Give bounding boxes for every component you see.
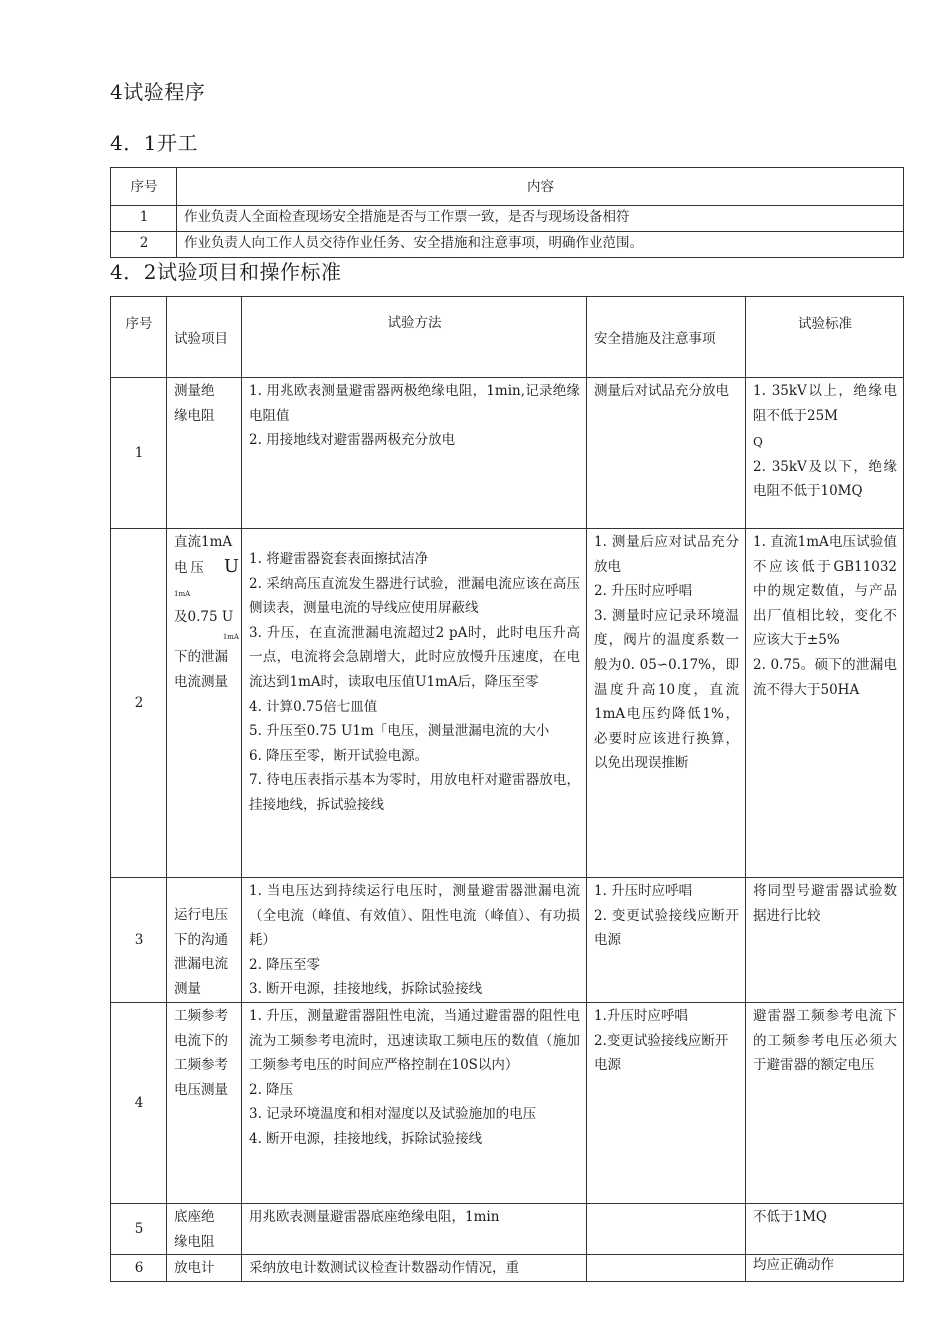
row-item bbox=[167, 1003, 242, 1204]
item-line: 泄漏电流 bbox=[174, 956, 228, 973]
test-items-table bbox=[110, 296, 904, 1282]
item-line: 及0.75 U bbox=[174, 608, 234, 625]
item-line: 缘电阻 bbox=[174, 407, 215, 424]
method-step: 1. 升压，测量避雷器阻性电流，当通过避雷器的阻性电流为工频参考电流时，迅速读取工频电压的数值（施加工频参考电压的时间应严格控制在10S以内） bbox=[249, 1008, 580, 1074]
row-method bbox=[242, 1255, 587, 1282]
row-safety bbox=[587, 1003, 746, 1204]
header-seq: 序号 bbox=[111, 297, 167, 378]
standard-line: 避雷器工频参考电流下的工频参考电压必须大于避雷器的额定电压 bbox=[753, 1008, 897, 1074]
header-standard: 试验标准 bbox=[746, 297, 904, 378]
safety-note: 2.变更试验接线应断开电源 bbox=[594, 1032, 729, 1074]
method-step: 2. 用接地线对避雷器两极充分放电 bbox=[249, 432, 456, 449]
standard-line: Q bbox=[753, 435, 763, 450]
standard-line: 将同型号避雷器试验数据进行比较 bbox=[753, 883, 897, 924]
header-content: 内容 bbox=[177, 168, 904, 206]
row-method bbox=[242, 378, 587, 529]
row-item bbox=[167, 1204, 242, 1255]
item-line: 电压测量 bbox=[174, 1081, 228, 1098]
row-seq: 4 bbox=[111, 1003, 167, 1204]
item-line: 放电计 bbox=[174, 1260, 215, 1277]
row-seq: 3 bbox=[111, 878, 167, 1003]
row-content: 作业负责人全面检查现场安全措施是否与工作票一致，是否与现场设备相符 bbox=[177, 206, 904, 232]
safety-note: 1.升压时应呼唱 bbox=[594, 1008, 688, 1024]
table-row bbox=[111, 232, 904, 258]
method-step: 用兆欧表测量避雷器底座绝缘电阻，1min bbox=[249, 1209, 500, 1225]
safety-note: 2. 升压时应呼唱 bbox=[594, 583, 693, 600]
safety-note: 2. 变更试验接线应断开电源 bbox=[594, 907, 739, 949]
row-safety bbox=[587, 1255, 746, 1282]
row-seq: 1 bbox=[111, 206, 177, 232]
method-step: 6. 降压至零，断开试验电源。 bbox=[249, 747, 429, 764]
standard-line: 1. 直流1mA电压试验值不应该低于GB11032中的规定数值，与产品出厂值相比较，变化不应该大于±5% bbox=[753, 534, 897, 649]
row-safety bbox=[587, 1204, 746, 1255]
item-line bbox=[174, 555, 239, 605]
row-seq: 5 bbox=[111, 1204, 167, 1255]
table-row bbox=[111, 206, 904, 232]
standard-line: 均应正确动作 bbox=[753, 1257, 834, 1274]
item-line: 直流1mA bbox=[174, 534, 233, 550]
row-seq: 6 bbox=[111, 1255, 167, 1282]
item-line: 缘电阻 bbox=[174, 1233, 215, 1250]
header-item: 试验项目 bbox=[167, 297, 242, 378]
method-step: 3. 断开电源，挂接地线，拆除试验接线 bbox=[249, 981, 483, 998]
method-step: 2. 降压 bbox=[249, 1081, 294, 1098]
item-subscript: 1mA bbox=[222, 633, 239, 642]
item-line: 测量绝 bbox=[174, 383, 215, 399]
method-step: 2. 降压至零 bbox=[249, 956, 321, 973]
standard-line: 1. 35kV以上，绝缘电阻不低于25M bbox=[753, 383, 897, 424]
row-seq: 2 bbox=[111, 529, 167, 878]
table-row bbox=[111, 1204, 904, 1255]
method-step: 采纳放电计数测试议检查计数器动作情况，重 bbox=[249, 1260, 519, 1277]
row-item bbox=[167, 878, 242, 1003]
row-standard bbox=[746, 378, 904, 529]
method-step: 2. 采纳高压直流发生器进行试验，泄漏电流应该在高压侧读表，测量电流的导线应使用屏蔽线 bbox=[249, 575, 580, 617]
standard-line: 2. 0.75。硕下的泄漏电流不得大于50HA bbox=[753, 656, 897, 698]
row-method bbox=[242, 1204, 587, 1255]
item-line: 工频参考 bbox=[174, 1057, 228, 1074]
item-line: 电流测量 bbox=[174, 673, 228, 690]
standard-line: 不低于1MQ bbox=[753, 1209, 827, 1225]
item-line: 电流下的 bbox=[174, 1032, 228, 1049]
row-method bbox=[242, 1003, 587, 1204]
table-header-row bbox=[111, 168, 904, 206]
item-symbol: U bbox=[223, 555, 239, 577]
header-seq: 序号 bbox=[111, 168, 177, 206]
safety-note: 1. 升压时应呼唱 bbox=[594, 883, 693, 899]
table-row bbox=[111, 1255, 904, 1282]
row-seq: 1 bbox=[111, 378, 167, 529]
row-seq: 2 bbox=[111, 232, 177, 258]
row-standard bbox=[746, 1204, 904, 1255]
start-work-table bbox=[110, 167, 904, 258]
standard-line: 2. 35kV及以下，绝缘电阻不低于10MQ bbox=[753, 458, 897, 500]
method-step: 1. 将避雷器瓷套表面擦拭洁净 bbox=[249, 551, 429, 567]
row-standard bbox=[746, 529, 904, 878]
row-item bbox=[167, 529, 242, 878]
method-step: 1. 用兆欧表测量避雷器两极绝缘电阻，1min,记录绝缘电阻值 bbox=[249, 383, 580, 424]
row-safety bbox=[587, 378, 746, 529]
row-safety bbox=[587, 878, 746, 1003]
method-step: 4. 计算0.75倍七皿值 bbox=[249, 698, 378, 715]
item-text: 电压 bbox=[174, 559, 207, 576]
row-method bbox=[242, 529, 587, 878]
section-heading-4: 4试验程序 bbox=[110, 80, 206, 104]
table-header-row bbox=[111, 297, 904, 378]
row-content: 作业负责人向工作人员交待作业任务、安全措施和注意事项，明确作业范围。 bbox=[177, 232, 904, 258]
safety-note: 3. 测量时应记录环境温度，阀片的温度系数一般为0. 05∽0.17%，即温度升高10度，直流1mA电压约降低1%，必要时应该进行换算，以免出现误推断 bbox=[594, 607, 739, 772]
row-item bbox=[167, 378, 242, 529]
row-standard bbox=[746, 1255, 904, 1282]
row-standard bbox=[746, 878, 904, 1003]
method-step: 3. 升压，在直流泄漏电流超过2 pA时，此时电压升高一点，电流将会急剧增大，此时应放慢升压速度，在电流达到1mA时，读取电压值U1mA后，降压至零 bbox=[249, 624, 580, 690]
method-step: 4. 断开电源，挂接地线，拆除试验接线 bbox=[249, 1130, 483, 1147]
table-row bbox=[111, 378, 904, 529]
safety-note: 1. 测量后应对试品充分放电 bbox=[594, 534, 739, 575]
item-line: 工频参考 bbox=[174, 1008, 228, 1024]
row-item bbox=[167, 1255, 242, 1282]
item-line: 下的泄漏 bbox=[174, 649, 228, 666]
method-step: 5. 升压至0.75 U1m「电压，测量泄漏电流的大小 bbox=[249, 723, 550, 740]
header-method: 试验方法 bbox=[242, 297, 587, 378]
method-step: 3. 记录环境温度和相对湿度以及试验施加的电压 bbox=[249, 1106, 537, 1123]
item-line: 测量 bbox=[174, 980, 201, 997]
table-row bbox=[111, 878, 904, 1003]
table-row bbox=[111, 529, 904, 878]
item-line: 运行电压 bbox=[174, 907, 228, 923]
method-step: 1. 当电压达到持续运行电压时，测量避雷器泄漏电流（全电流（峰值、有效值）、阻性电流（峰值）、有功损耗） bbox=[249, 883, 580, 949]
row-safety bbox=[587, 529, 746, 878]
item-subscript: 1mA bbox=[174, 590, 191, 599]
row-standard bbox=[746, 1003, 904, 1204]
section-heading-4-2: 4．2试验项目和操作标准 bbox=[110, 260, 342, 284]
table-row bbox=[111, 1003, 904, 1204]
row-method bbox=[242, 878, 587, 1003]
section-heading-4-1: 4．1开工 bbox=[110, 131, 198, 155]
method-step: 7. 待电压表指示基本为零时，用放电杆对避雷器放电，挂接地线，拆试验接线 bbox=[249, 772, 580, 813]
item-line: 下的沟通 bbox=[174, 931, 228, 948]
item-line: 底座绝 bbox=[174, 1209, 215, 1225]
header-safety: 安全措施及注意事项 bbox=[587, 297, 746, 378]
safety-note: 测量后对试品充分放电 bbox=[594, 383, 729, 399]
